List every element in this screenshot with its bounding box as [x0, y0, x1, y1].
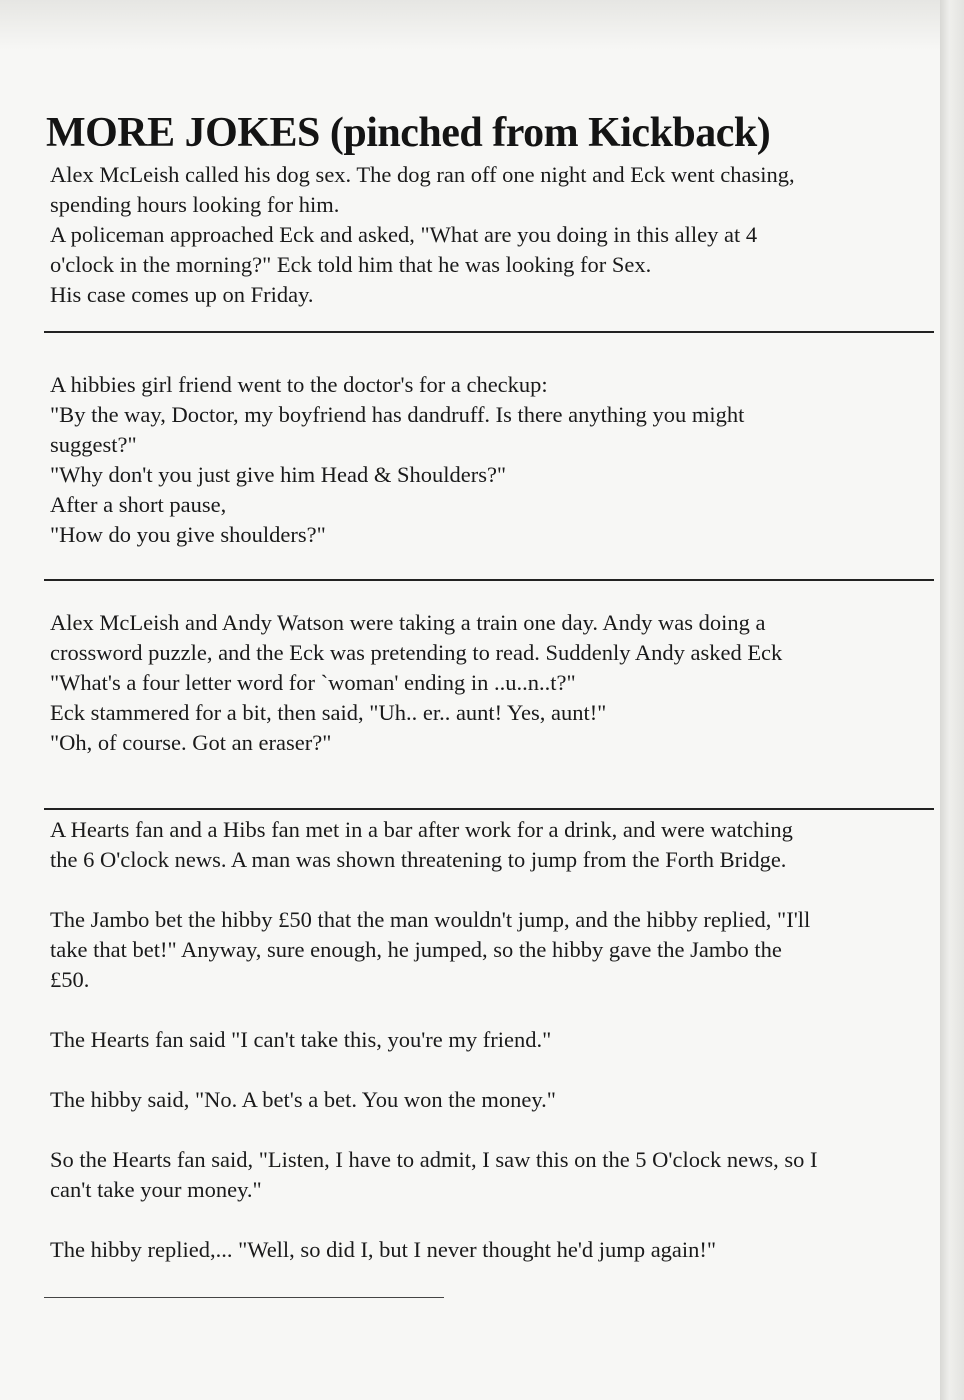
- joke-4-p3-line-1: The Hearts fan said "I can't take this, you're my friend.": [50, 1027, 552, 1052]
- divider-1: [44, 331, 934, 333]
- page-title: MORE JOKES (pinched from Kickback): [46, 110, 771, 156]
- divider-3: [44, 808, 934, 810]
- book-spine: [940, 0, 964, 1400]
- joke-2-line-3: suggest?": [50, 432, 137, 457]
- joke-2-line-5: After a short pause,: [50, 492, 227, 517]
- joke-3-line-4: Eck stammered for a bit, then said, "Uh.. er.. aunt! Yes, aunt!": [50, 700, 607, 725]
- joke-1-line-4: o'clock in the morning?" Eck told him that he was looking for Sex.: [50, 252, 652, 277]
- joke-4-p4-line-1: The hibby said, "No. A bet's a bet. You won the money.": [50, 1087, 556, 1112]
- joke-2-line-1: A hibbies girl friend went to the doctor's for a checkup:: [50, 372, 548, 397]
- joke-4-p5-line-1: So the Hearts fan said, "Listen, I have to admit, I saw this on the 5 O'clock news, so I: [50, 1147, 818, 1172]
- divider-2: [44, 579, 934, 581]
- joke-3-line-3: "What's a four letter word for `woman' ending in ..u..n..t?": [50, 670, 576, 695]
- joke-2: [50, 370, 930, 550]
- page-shadow: [0, 0, 940, 50]
- joke-2-line-4: "Why don't you just give him Head & Shoulders?": [50, 462, 507, 487]
- joke-3-line-5: "Oh, of course. Got an eraser?": [50, 730, 332, 755]
- joke-4-p1-line-1: A Hearts fan and a Hibs fan met in a bar after work for a drink, and were watching: [50, 817, 793, 842]
- joke-2-line-6: "How do you give shoulders?": [50, 522, 326, 547]
- joke-1-line-5: His case comes up on Friday.: [50, 282, 314, 307]
- joke-1-line-3: A policeman approached Eck and asked, "What are you doing in this alley at 4: [50, 222, 758, 247]
- joke-2-line-2: "By the way, Doctor, my boyfriend has dandruff. Is there anything you might: [50, 402, 745, 427]
- joke-4-p5-line-2: can't take your money.": [50, 1177, 262, 1202]
- joke-3-line-2: crossword puzzle, and the Eck was pretending to read. Suddenly Andy asked Eck: [50, 640, 783, 665]
- joke-1-line-2: spending hours looking for him.: [50, 192, 340, 217]
- divider-4: [44, 1297, 444, 1298]
- joke-4: [50, 815, 930, 1265]
- joke-4-p2-line-3: £50.: [50, 967, 90, 992]
- joke-3: [50, 608, 930, 758]
- joke-4-p1-line-2: the 6 O'clock news. A man was shown threatening to jump from the Forth Bridge.: [50, 847, 787, 872]
- joke-4-p2-line-1: The Jambo bet the hibby £50 that the man wouldn't jump, and the hibby replied, "I'll: [50, 907, 811, 932]
- joke-1: [50, 160, 930, 310]
- joke-1-line-1: Alex McLeish called his dog sex. The dog ran off one night and Eck went chasing,: [50, 162, 795, 187]
- joke-4-p6-line-1: The hibby replied,... "Well, so did I, but I never thought he'd jump again!": [50, 1237, 717, 1262]
- joke-3-line-1: Alex McLeish and Andy Watson were taking a train one day. Andy was doing a: [50, 610, 766, 635]
- joke-4-p2-line-2: take that bet!" Anyway, sure enough, he jumped, so the hibby gave the Jambo the: [50, 937, 782, 962]
